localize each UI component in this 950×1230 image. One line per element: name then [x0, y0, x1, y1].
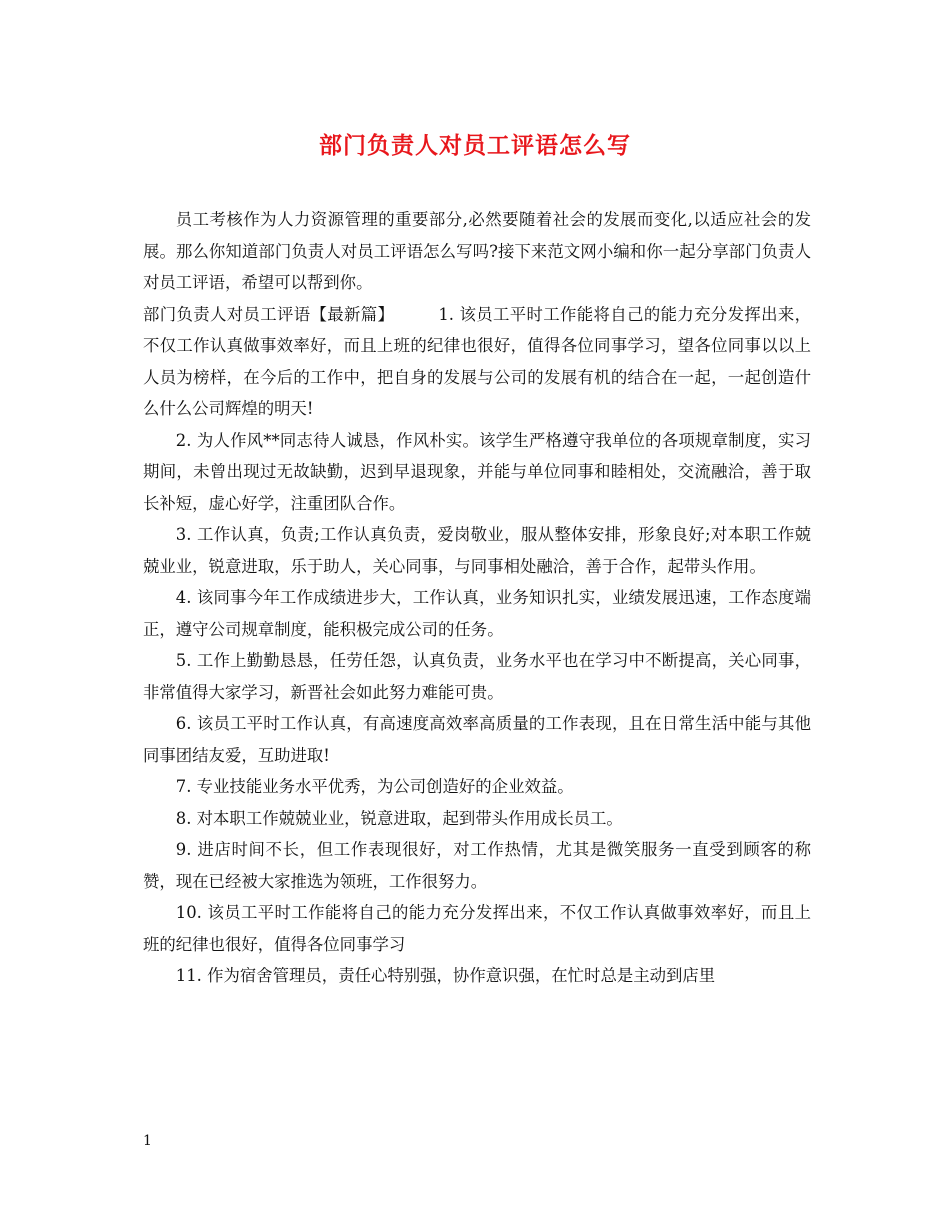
page-number: 1 [143, 1133, 152, 1149]
section-paragraph [143, 299, 811, 425]
page-title: 部门负责人对员工评语怎么写 [319, 132, 631, 159]
item-7: 7. 专业技能业务水平优秀，为公司创造好的企业效益。 [175, 777, 574, 796]
item-8: 8. 对本职工作兢兢业业，锐意进取，起到带头作用成长员工。 [175, 808, 623, 828]
item-6: 6. 该员工平时工作认真，有高速度高效率高质量的工作表现，且在日常生活中能与其他同事团结友爱，互助进取! [143, 714, 811, 765]
document-body [143, 204, 811, 992]
item-11: 11. 作为宿舍管理员，责任心特别强，协作意识强，在忙时总是主动到店里 [175, 966, 716, 985]
item-9: 9. 进店时间不长，但工作表现很好，对工作热情，尤其是微笑服务一直受到顾客的称赞，现在已经被大家推选为领班，工作很努力。 [143, 840, 811, 891]
item-1: 1. 该员工平时工作能将自己的能力充分发挥出来，不仅工作认真做事效率好，而且上班的纪律也很好，值得各位同事学习，望各位同事以以上人员为榜样，在今后的工作中，把自身的发展与公司的发展有机的结合在一起，一起创造什么什么公司辉煌的明天! [143, 304, 811, 418]
section-heading: 部门负责人对员工评语【最新篇】 [143, 304, 395, 324]
item-4: 4. 该同事今年工作成绩进步大，工作认真，业务知识扎实，业绩发展迅速，工作态度端正，遵守公司规章制度，能积极完成公司的任务。 [143, 588, 811, 639]
item-5: 5. 工作上勤勤恳恳，任劳任怨，认真负责，业务水平也在学习中不断提高，关心同事，非常值得大家学习，新晋社会如此努力难能可贵。 [143, 651, 811, 702]
item-2: 2. 为人作风**同志待人诚恳，作风朴实。该学生严格遵守我单位的各项规章制度，实习期间，未曾出现过无故缺勤，迟到早退现象，并能与单位同事和睦相处，交流融洽，善于取长补短，虚心好学，注重团队合作。 [143, 430, 811, 513]
intro-paragraph: 员工考核作为人力资源管理的重要部分,必然要随着社会的发展而变化,以适应社会的发展。那么你知道部门负责人对员工评语怎么写吗?接下来范文网小编和你一起分享部门负责人对员工评语，希望可以帮到你。 [143, 210, 811, 292]
item-3: 3. 工作认真，负责;工作认真负责，爱岗敬业，服从整体安排，形象良好;对本职工作兢兢业业，锐意进取，乐于助人，关心同事，与同事相处融洽，善于合作，起带头作用。 [143, 525, 811, 576]
item-10: 10. 该员工平时工作能将自己的能力充分发挥出来，不仅工作认真做事效率好，而且上班的纪律也很好，值得各位同事学习 [143, 903, 811, 954]
